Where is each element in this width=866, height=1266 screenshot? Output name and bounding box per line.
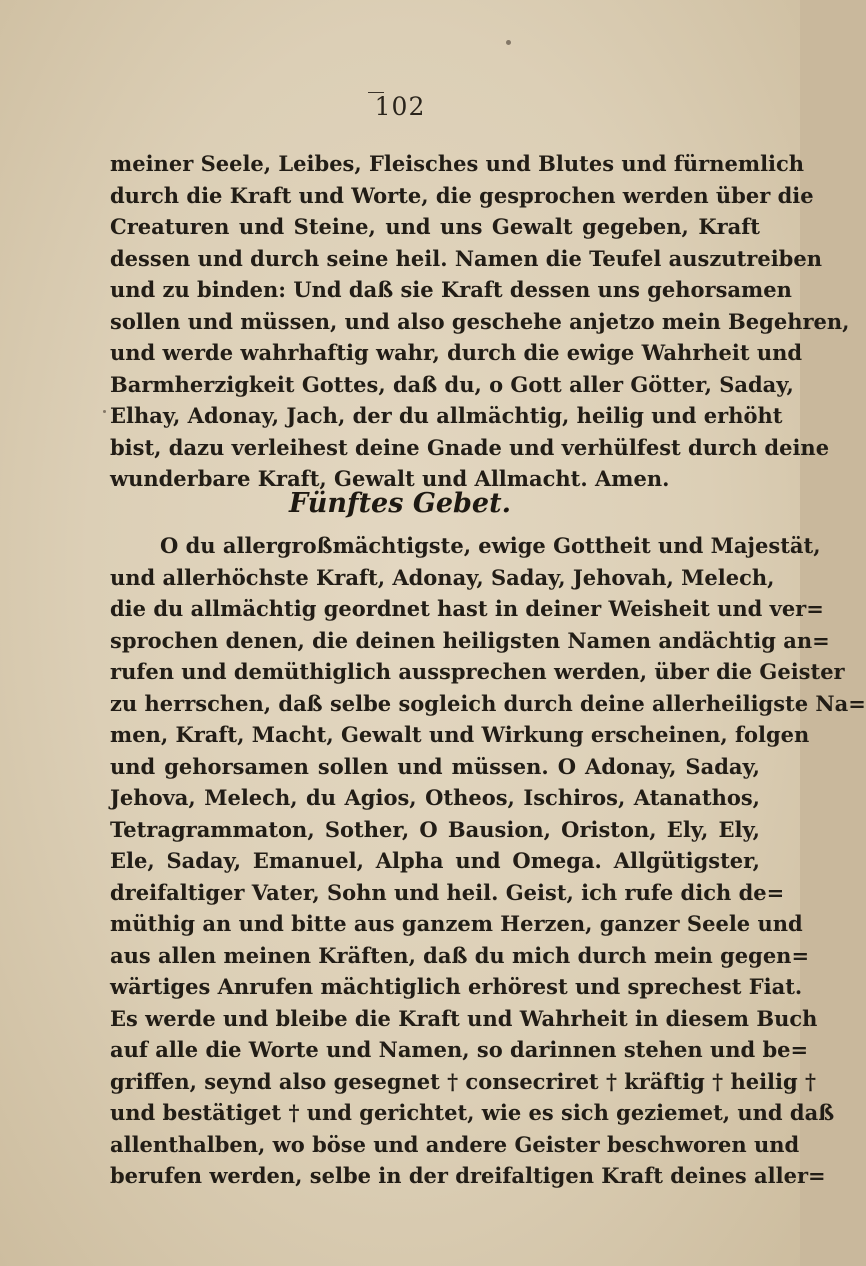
- text-line: Barmherzigkeit Gottes, daß du, o Gott aller Götter, Saday,: [110, 371, 794, 397]
- text-line: bist, dazu verleihest deine Gnade und verhülfest durch deine: [110, 434, 830, 460]
- text-line: und gehorsamen sollen und müssen. O Adonay, Saday,: [110, 753, 760, 779]
- text-line: sollen und müssen, und also geschehe anjetzo mein Begehren,: [110, 308, 850, 334]
- text-line: dreifaltiger Vater, Sohn und heil. Geist, ich rufe dich de=: [110, 879, 785, 905]
- text-line: aus allen meinen Kräften, daß du mich durch mein gegen=: [110, 942, 810, 968]
- text-line: und zu binden: Und daß sie Kraft dessen uns gehorsamen: [110, 277, 792, 302]
- text-line: griffen, seynd also gesegnet † consecriret † kräftig † heilig †: [110, 1068, 816, 1094]
- page-number: 102: [374, 92, 426, 121]
- text-line: durch die Kraft und Worte, die gesprochen werden über die: [110, 182, 814, 208]
- text-line: allenthalben, wo böse und andere Geister beschworen und: [110, 1131, 800, 1157]
- text-line: Creaturen und Steine, und uns Gewalt gegeben, Kraft: [110, 214, 760, 239]
- prayer-text-continued: [110, 148, 850, 495]
- prayer-text-fifth: [110, 530, 866, 1192]
- text-line: wärtiges Anrufen mächtiglich erhörest und sprechest Fiat.: [110, 974, 803, 999]
- text-line: Tetragrammaton, Sother, O Bausion, Oriston, Ely, Ely,: [110, 816, 760, 842]
- text-line: Ele, Saday, Emanuel, Alpha und Omega. Allgütigster,: [110, 848, 760, 873]
- text-line: men, Kraft, Macht, Gewalt und Wirkung erscheinen, folgen: [110, 722, 810, 747]
- text-line: zu herrschen, daß selbe sogleich durch deine allerheiligste Na=: [110, 690, 866, 716]
- text-line: O du allergroßmächtigste, ewige Gottheit und Majestät,: [160, 533, 821, 558]
- text-line: Elhay, Adonay, Jach, der du allmächtig, heilig und erhöht: [110, 403, 783, 428]
- text-line: berufen werden, selbe in der dreifaltigen Kraft deines aller=: [110, 1163, 826, 1188]
- text-line: die du allmächtig geordnet hast in deiner Weisheit und ver=: [110, 596, 824, 621]
- text-line: wunderbare Kraft, Gewalt und Allmacht. Amen.: [110, 466, 670, 491]
- text-line: und werde wahrhaftig wahr, durch die ewige Wahrheit und: [110, 340, 803, 365]
- text-line: dessen und durch seine heil. Namen die Teufel auszutreiben: [110, 245, 822, 271]
- ink-spot: [103, 410, 106, 413]
- text-line: und allerhöchste Kraft, Adonay, Saday, Jehovah, Melech,: [110, 564, 775, 590]
- ink-spot: [506, 40, 511, 45]
- section-heading: Fünftes Gebet.: [289, 488, 511, 519]
- text-line: auf alle die Worte und Namen, so darinnen stehen und be=: [110, 1037, 809, 1062]
- text-line: sprochen denen, die deinen heiligsten Namen andächtig an=: [110, 627, 830, 653]
- text-line: rufen und demüthiglich aussprechen werden, über die Geister: [110, 659, 845, 684]
- text-line: und bestätiget † und gerichtet, wie es sich geziemet, und daß: [110, 1100, 835, 1125]
- text-line: Jehova, Melech, du Agios, Otheos, Ischiros, Atanathos,: [110, 785, 760, 810]
- text-line: müthig an und bitte aus ganzem Herzen, ganzer Seele und: [110, 911, 803, 936]
- text-line: Es werde und bleibe die Kraft und Wahrheit in diesem Buch: [110, 1005, 818, 1031]
- text-line: meiner Seele, Leibes, Fleisches und Blutes und fürnemlich: [110, 151, 805, 176]
